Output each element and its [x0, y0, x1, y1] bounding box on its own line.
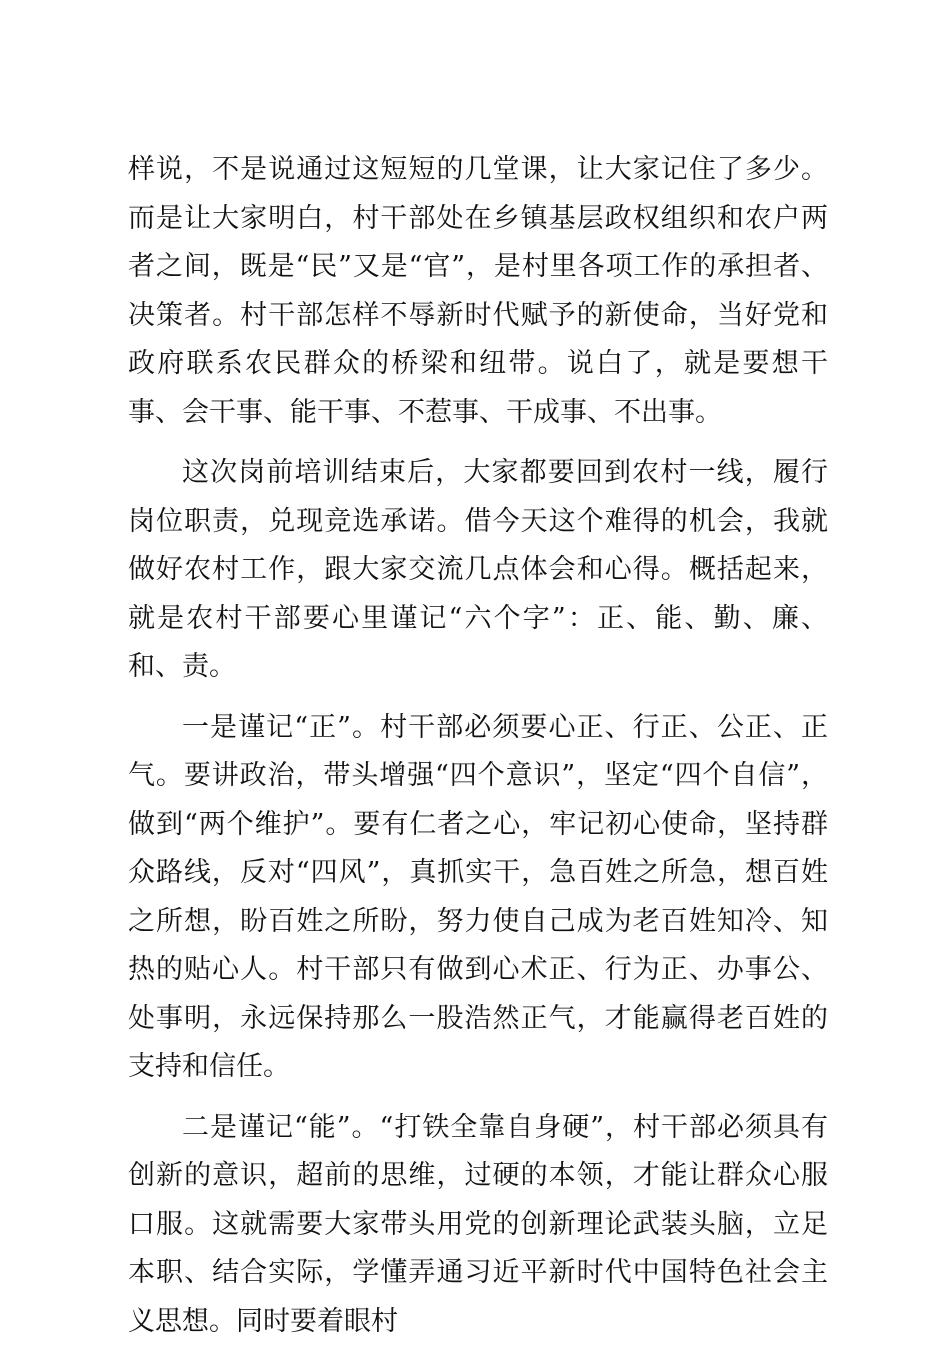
- paragraph-training-summary: 这次岗前培训结束后，大家都要回到农村一线，履行岗位职责，兑现竞选承诺。借今天这个难得的机会，我就做好农村工作，跟大家交流几点体会和心得。概括起来，就是农村干部要心里谨记“六个字”：正、能、勤、廉、和、责。: [128, 457, 828, 682]
- paragraph-point-neng: 二是谨记“能”。“打铁全靠自身硬”，村干部必须具有创新的意识，超前的思维，过硬的本领，才能让群众心服口服。这就需要大家带头用党的创新理论武装头脑，立足本职、结合实际，学懂弄通习近平新时代中国特色社会主义思想。同时要着眼村: [128, 1111, 828, 1337]
- paragraph-point-zheng: 一是谨记“正”。村干部必须要心正、行正、公正、正气。要讲政治，带头增强“四个意识”，坚定“四个自信”，做到“两个维护”。要有仁者之心，牢记初心使命，坚持群众路线，反对“四风”，真抓实干，急百姓之所急，想百姓之所想，盼百姓之所盼，努力使自己成为老百姓知冷、知热的贴心人。村干部只有做到心术正、行为正、办事公、处事明，永远保持那么一股浩然正气，才能赢得老百姓的支持和信任。: [128, 711, 828, 1082]
- paragraph-continuation: 样说，不是说通过这短短的几堂课，让大家记住了多少。而是让大家明白，村干部处在乡镇基层政权组织和农户两者之间，既是“民”又是“官”，是村里各项工作的承担者、决策者。村干部怎样不辱新时代赋予的新使命，当好党和政府联系农民群众的桥梁和纽带。说白了，就是要想干事、会干事、能干事、不惹事、干成事、不出事。: [128, 154, 828, 428]
- document-body: [128, 146, 828, 1358]
